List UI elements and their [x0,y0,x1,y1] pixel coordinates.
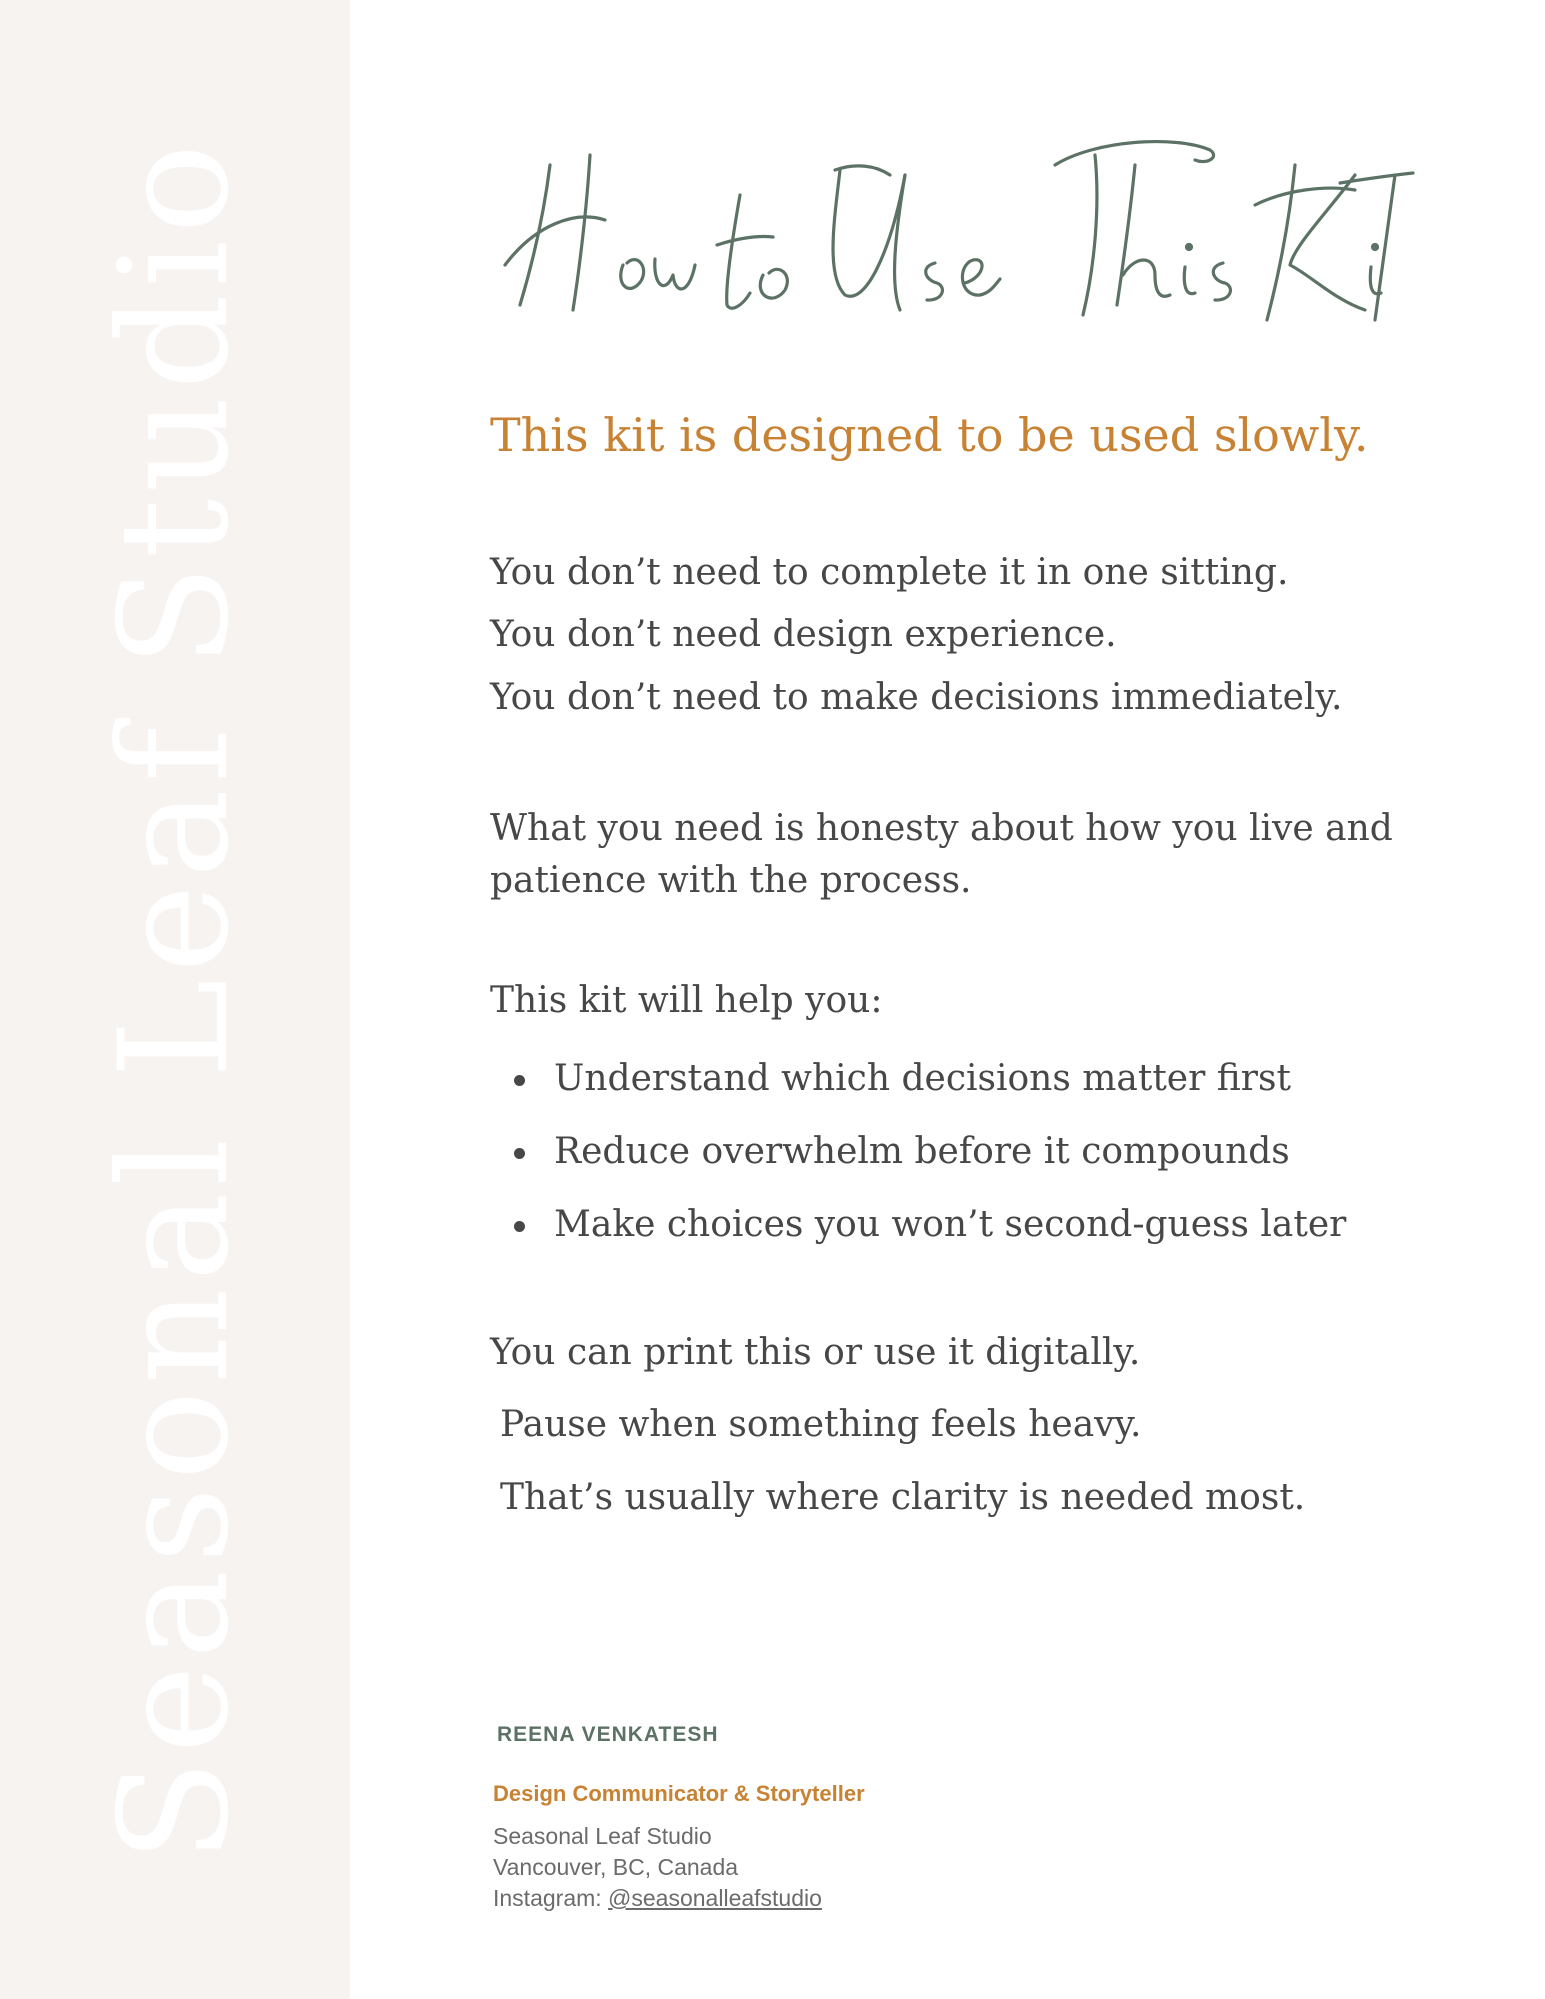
closing-line: You can print this or use it digitally. [490,1332,1141,1373]
sidebar-panel [0,0,350,1999]
help-intro: This kit will help you: [490,980,883,1021]
author-name: REENA VENKATESH [497,1723,719,1746]
closing-line: Pause when something feels heavy. [500,1404,1142,1445]
author-studio: Seasonal Leaf Studio [493,1823,712,1849]
list-item [514,1111,1346,1184]
sidebar-brand-text: Seasonal Leaf Studio [88,137,262,1863]
author-instagram [493,1885,822,1912]
subtitle-heading: This kit is designed to be used slowly. [490,408,1369,462]
list-item [514,1184,1346,1257]
intro-line: You don’t need to complete it in one sitting. [490,552,1289,593]
page-title [495,135,1415,340]
list-item [514,1038,1346,1111]
intro-line: You don’t need design experience. [490,614,1117,655]
need-paragraph-line: patience with the process. [490,860,972,901]
instagram-link[interactable]: @seasonalleafstudio [608,1885,822,1911]
list-item-text: Make choices you won’t second-guess later [554,1204,1347,1245]
instagram-label: Instagram: [493,1885,609,1911]
list-item-text: Reduce overwhelm before it compounds [554,1131,1290,1172]
help-list [514,1038,1346,1257]
intro-line: You don’t need to make decisions immediately. [490,677,1343,718]
need-paragraph-line: What you need is honesty about how you live and [490,808,1393,849]
script-title-svg [495,135,1415,340]
author-role: Design Communicator & Storyteller [493,1781,865,1806]
author-location: Vancouver, BC, Canada [493,1854,739,1880]
bullet-icon [514,1148,525,1159]
closing-line: That’s usually where clarity is needed most. [500,1477,1306,1518]
bullet-icon [514,1075,525,1086]
bullet-icon [514,1221,525,1232]
list-item-text: Understand which decisions matter first [554,1058,1291,1099]
